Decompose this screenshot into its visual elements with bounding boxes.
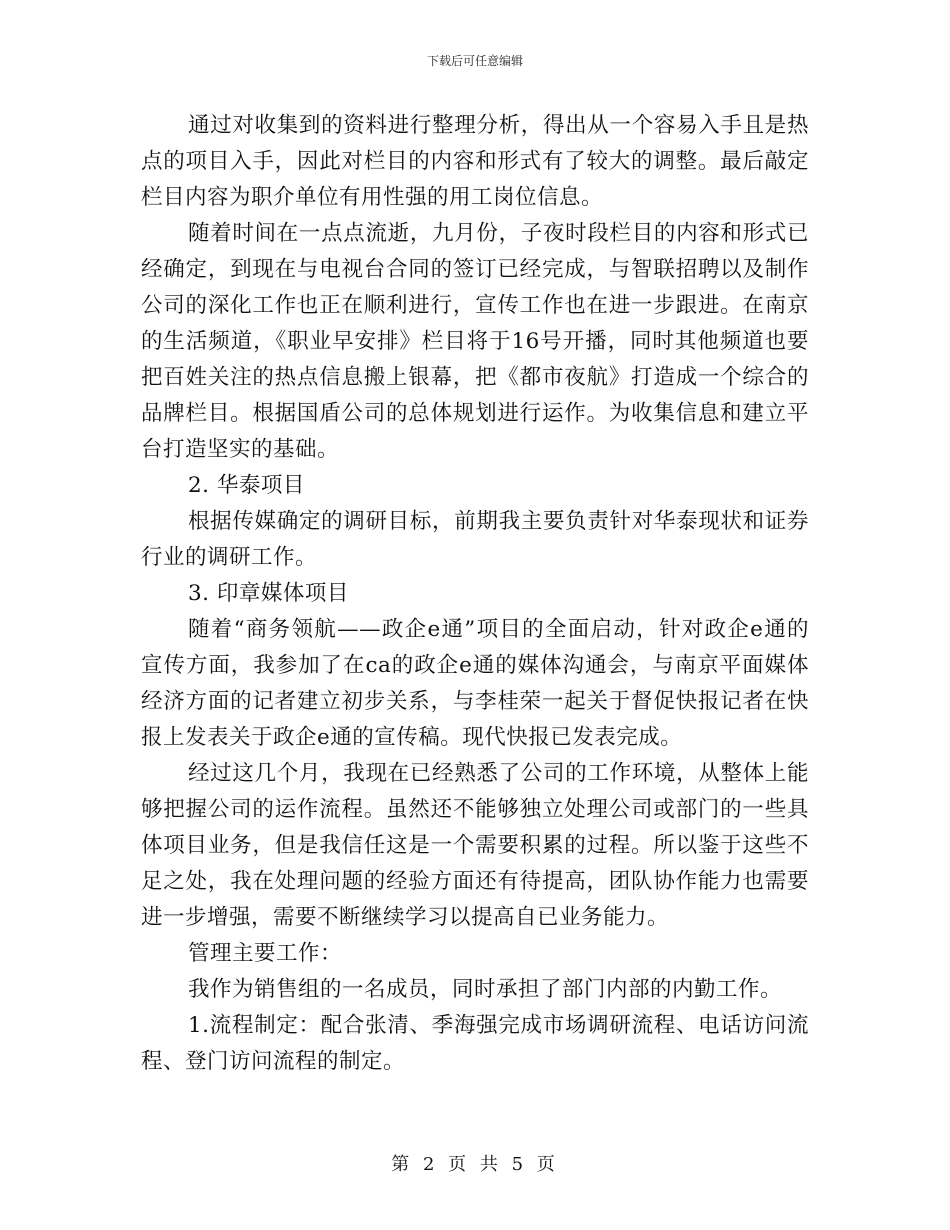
paragraph-progress: 随着时间在一点点流逝，九月份，子夜时段栏目的内容和形式已经确定，到现在与电视台合同的签订已经完成，与智联招聘以及制作公司的深化工作也正在顺利进行，宣传工作也在进一步跟进。在南京的生活频道，《职业早安排》栏目将于16号开播，同时其他频道也要把百姓关注的热点信息搬上银幕，把《都市夜航》打造成一个综合的品牌栏目。根据国盾公司的总体规划进行运作。为收集信息和建立平台打造坚实的基础。 — [141, 221, 809, 462]
section-heading-seal-media: 3. 印章媒体项目 — [188, 581, 349, 606]
section-heading-huatai: 2. 华泰项目 — [188, 473, 305, 498]
paragraph-role: 我作为销售组的一名成员，同时承担了部门内部的内勤工作。 — [188, 977, 783, 1002]
document-body — [141, 108, 809, 1080]
section-heading-management: 管理主要工作： — [188, 941, 343, 966]
paragraph-process: 1.流程制定：配合张清、季海强完成市场调研流程、电话访问流程、登门访问流程的制定。 — [141, 1013, 809, 1074]
page-header: 下载后可任意编辑 — [426, 54, 523, 68]
paragraph-analysis: 通过对收集到的资料进行整理分析，得出从一个容易入手且是热点的项目入手，因此对栏目的内容和形式有了较大的调整。最后敲定栏目内容为职介单位有用性强的用工岗位信息。 — [141, 113, 809, 210]
paragraph-summary: 经过这几个月，我现在已经熟悉了公司的工作环境，从整体上能够把握公司的运作流程。虽然还不能够独立处理公司或部门的一些具体项目业务，但是我信任这是一个需要积累的过程。所以鉴于这些不足之处，我在处理问题的经验方面还有待提高，团队协作能力也需要进一步增强，需要不断继续学习以提高自已业务能力。 — [141, 761, 809, 930]
page-number: 第 2 页 共 5 页 — [391, 1154, 559, 1175]
paragraph-huatai: 根据传媒确定的调研目标，前期我主要负责针对华泰现状和证券行业的调研工作。 — [141, 509, 809, 570]
paragraph-seal-media: 随着“商务领航——政企e通”项目的全面启动，针对政企e通的宣传方面，我参加了在ca的政企e通的媒体沟通会，与南京平面媒体经济方面的记者建立初步关系，与李桂荣一起关于督促快报记者在快报上发表关于政企e通的宣传稿。现代快报已发表完成。 — [141, 617, 809, 750]
